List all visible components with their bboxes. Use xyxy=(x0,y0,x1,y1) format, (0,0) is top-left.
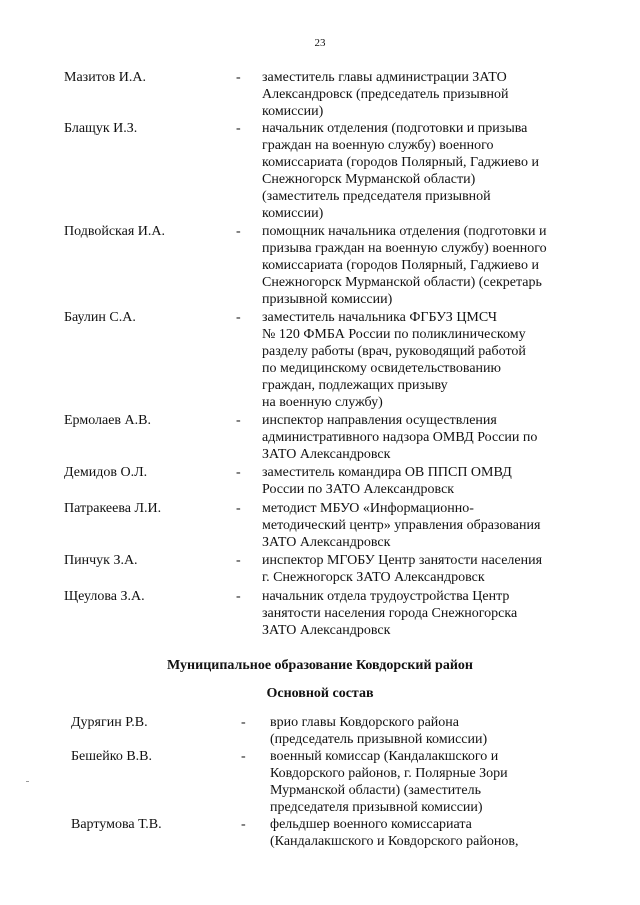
member-role: заместитель начальника ФГБУЗ ЦМСЧ № 120 ФМБА России по поликлиническому разделу работы (врач, руководящий работой по медицинскому освидетельствованию граждан, подлежащих призыву на военную службу) xyxy=(262,310,526,410)
member-name: Дурягин Р.В. xyxy=(71,715,148,730)
member-role: начальник отделения (подготовки и призыва граждан на военную службу) военного комиссариата (городов Полярный, Гаджиево и Снежногорск Мурманской области) (заместитель председателя призывной комиссии) xyxy=(262,121,539,221)
dash-separator: - xyxy=(236,465,241,480)
member-name: Щеулова З.А. xyxy=(64,589,145,604)
member-name: Ермолаев А.В. xyxy=(64,413,151,428)
member-name: Демидов О.Л. xyxy=(64,465,148,480)
scan-mark xyxy=(26,781,29,782)
dash-separator: - xyxy=(236,589,241,604)
dash-separator: - xyxy=(241,817,246,832)
member-name: Бешейко В.В. xyxy=(71,749,153,764)
member-role: начальник отдела трудоустройства Центр занятости населения города Снежногорска ЗАТО Александровск xyxy=(262,589,518,638)
member-role: фельдшер военного комиссариата (Кандалакшского и Ковдорского районов, xyxy=(270,817,519,849)
member-name: Пинчук З.А. xyxy=(64,553,138,568)
section-title: Муниципальное образование Ковдорский район xyxy=(167,658,473,673)
member-role: заместитель командира ОВ ППСП ОМВД России по ЗАТО Александровск xyxy=(262,465,512,497)
dash-separator: - xyxy=(241,715,246,730)
member-role: заместитель главы администрации ЗАТО Александровск (председатель призывной комиссии) xyxy=(262,70,509,119)
dash-separator: - xyxy=(236,501,241,516)
member-role: военный комиссар (Кандалакшского и Ковдорского районов, г. Полярные Зори Мурманской области) (заместитель председателя призывной комиссии) xyxy=(270,749,508,815)
member-name: Баулин С.А. xyxy=(64,310,136,325)
member-name: Вартумова Т.В. xyxy=(71,817,162,832)
member-role: методист МБУО «Информационно- методический центр» управления образования ЗАТО Александровск xyxy=(262,501,541,550)
member-name: Патракеева Л.И. xyxy=(64,501,162,516)
dash-separator: - xyxy=(236,70,241,85)
page-number: 23 xyxy=(314,37,326,49)
member-role: помощник начальника отделения (подготовки и призыва граждан на военную службу) военного комиссариата (городов Полярный, Гаджиево и Снежногорск Мурманской области) (секретарь призывной комиссии) xyxy=(262,224,547,307)
member-name: Мазитов И.А. xyxy=(64,70,146,85)
dash-separator: - xyxy=(236,310,241,325)
dash-separator: - xyxy=(236,553,241,568)
dash-separator: - xyxy=(236,121,241,136)
dash-separator: - xyxy=(236,413,241,428)
subsection-title: Основной состав xyxy=(266,686,374,701)
member-role: инспектор направления осуществления административного надзора ОМВД России по ЗАТО Александровск xyxy=(262,413,538,462)
member-name: Блащук И.З. xyxy=(64,121,138,136)
dash-separator: - xyxy=(241,749,246,764)
dash-separator: - xyxy=(236,224,241,239)
member-name: Подвойская И.А. xyxy=(64,224,166,239)
member-role: инспектор МГОБУ Центр занятости населения г. Снежногорск ЗАТО Александровск xyxy=(262,553,543,585)
member-role: врио главы Ковдорского района (председатель призывной комиссии) xyxy=(270,715,488,747)
